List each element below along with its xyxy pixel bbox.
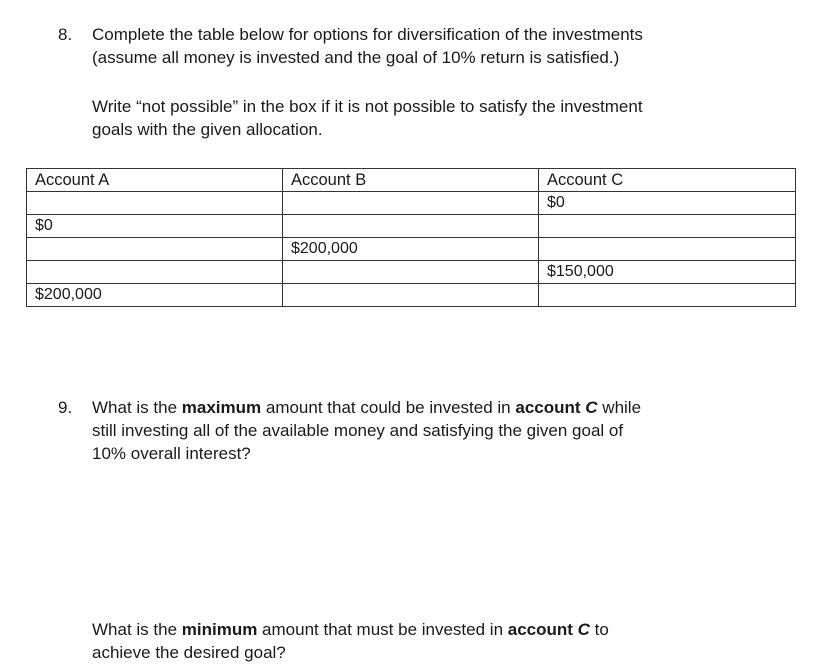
header-account-c bbox=[539, 169, 796, 192]
cell-c[interactable] bbox=[539, 284, 796, 307]
question-9-number: 9. bbox=[58, 398, 73, 417]
question-9-text bbox=[92, 396, 641, 465]
cell-c[interactable] bbox=[539, 238, 796, 261]
cell-c[interactable]: $150,000 bbox=[539, 261, 796, 284]
question-8-instructions bbox=[92, 95, 643, 141]
question-8-text bbox=[92, 23, 643, 69]
table-row bbox=[27, 192, 796, 215]
cell-b[interactable] bbox=[283, 284, 539, 307]
table-row bbox=[27, 284, 796, 307]
header-account-a: Account A bbox=[27, 169, 283, 192]
cell-a[interactable]: $0 bbox=[27, 215, 283, 238]
question-9-line-3: 10% overall interest? bbox=[92, 444, 251, 463]
question-9-line-1: What is the maximum amount that could be invested in account C while bbox=[92, 398, 642, 417]
instructions-line-2: goals with the given allocation. bbox=[92, 120, 323, 139]
cell-c[interactable] bbox=[539, 215, 796, 238]
header-account-c-label: Account C bbox=[547, 171, 624, 189]
allocation-table bbox=[26, 168, 796, 307]
table-row bbox=[27, 238, 796, 261]
instructions-line-1: Write “not possible” in the box if it is not possible to satisfy the investment bbox=[92, 97, 643, 116]
header-account-b: Account B bbox=[283, 169, 539, 192]
cell-b[interactable] bbox=[283, 261, 539, 284]
table-header-row bbox=[27, 169, 796, 192]
question-8-line-1: Complete the table below for options for diversification of the investments bbox=[92, 25, 643, 44]
cell-a[interactable] bbox=[27, 192, 283, 215]
table-row bbox=[27, 261, 796, 284]
question-9b-line-1: What is the minimum amount that must be invested in account C to bbox=[92, 620, 609, 639]
cell-b[interactable] bbox=[283, 192, 539, 215]
question-9b-line-2: achieve the desired goal? bbox=[92, 643, 286, 662]
question-9-line-2: still investing all of the available money and satisfying the given goal of bbox=[92, 421, 624, 440]
cell-a[interactable] bbox=[27, 261, 283, 284]
cell-a[interactable]: $200,000 bbox=[27, 284, 283, 307]
question-9-part-b bbox=[92, 618, 609, 664]
table-row bbox=[27, 215, 796, 238]
cell-a[interactable] bbox=[27, 238, 283, 261]
question-8-line-2: (assume all money is invested and the goal of 10% return is satisfied.) bbox=[92, 48, 620, 67]
question-8-number: 8. bbox=[58, 25, 73, 44]
cell-b[interactable] bbox=[283, 215, 539, 238]
cell-c[interactable] bbox=[539, 192, 796, 215]
cell-c-value: $0 bbox=[547, 194, 565, 211]
cell-b[interactable]: $200,000 bbox=[283, 238, 539, 261]
